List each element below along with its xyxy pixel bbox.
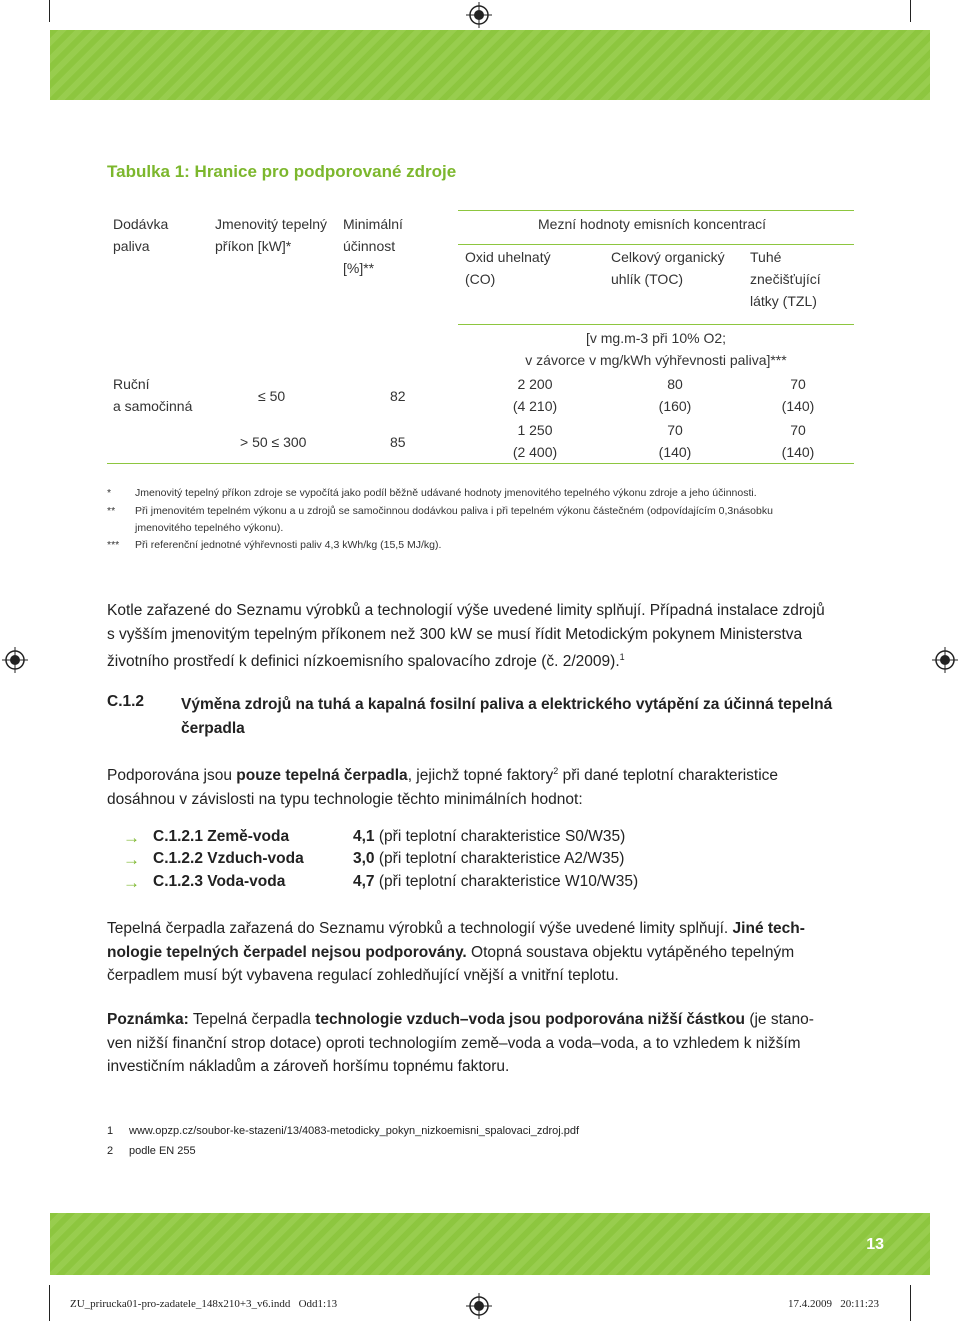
row1-efficiency: 82 (390, 388, 406, 404)
paragraph-heat-pumps-list: Tepelná čerpadla zařazená do Seznamu výrobků a technologií výše uvedené limity splňují. Jiné tech- nologie tepelných čerpadel nejsou podporovány. Otopná soustava objektu vytápěného tepelným čerpadlem musí být vybavena regulací zohledňující vnější a vnitřní teplotu. (107, 920, 805, 984)
row1-co: 2 200 (4 210) (512, 376, 558, 414)
bottom-banner (50, 1213, 930, 1275)
header-toc: Celkový organický uhlík (TOC) (611, 249, 725, 287)
row1-toc: 80 (160) (658, 376, 692, 414)
row2-toc: 70 (140) (658, 422, 692, 460)
table-rule (458, 210, 854, 211)
registration-mark-icon (2, 647, 28, 673)
table-rule (458, 244, 854, 245)
row2-efficiency: 85 (390, 434, 406, 450)
row2-power: > 50 ≤ 300 (240, 434, 307, 450)
header-efficiency: Minimální účinnost [%]** (343, 216, 403, 276)
table-title: Tabulka 1: Hranice pro podporované zdroje (107, 162, 457, 181)
crop-mark (910, 1285, 911, 1321)
section-number: C.1.2 (107, 693, 145, 710)
row1-tzl: 70 (140) (781, 376, 815, 414)
footnote-link[interactable]: www.opzp.cz/soubor-ke-stazeni/13/4083-metodicky_pokyn_nizkoemisni_spalovaci_zdroj.pdf (129, 1125, 580, 1137)
row-label: Ruční a samočinná (113, 376, 193, 414)
slug-file: ZU_prirucka01-pro-zadatele_148x210+3_v6.indd Odd1:13 (70, 1298, 338, 1310)
arrow-right-icon: → (123, 850, 140, 869)
registration-mark-icon (466, 2, 492, 28)
header-power: Jmenovitý tepelný příkon [kW]* (215, 216, 328, 254)
crop-mark (49, 1285, 50, 1321)
table-rule (458, 324, 854, 325)
paragraph-boilers: Kotle zařazené do Seznamu výrobků a technologií výše uvedené limity splňují. Případná instalace zdrojů s vyšším jmenovitým tepelným příkonem než 300 kW se musí řídit Metodickým pokynem Ministerstva životního prostředí k definici nízkoemisního spalovacího zdroje (č. 2/2009).$^1$ (107, 602, 825, 671)
header-emission-group: Mezní hodnoty emisních koncentrací (538, 216, 767, 232)
header-units: [v mg.m-3 při 10% O2; v závorce v mg/kWh výhřevnosti paliva]*** (525, 330, 787, 368)
top-banner (50, 30, 930, 100)
page-number: 13 (866, 1236, 884, 1253)
section-title: Výměna zdrojů na tuhá a kapalná fosilní paliva a elektrického vytápění za účinná tepelná čerpadla (181, 696, 833, 737)
row2-tzl: 70 (140) (781, 422, 815, 460)
registration-mark-icon (466, 1293, 492, 1319)
header-co: Oxid uhelnatý (CO) (465, 249, 551, 287)
arrow-right-icon: → (123, 828, 140, 847)
table-rule (107, 463, 854, 464)
row2-co: 1 250 (2 400) (512, 422, 558, 460)
paragraph-note: Poznámka: Tepelná čerpadla technologie vzduch–voda jsou podporována nižší částkou (je stano- ven nižší finanční strop dotace) oproti technologiím země–voda a voda–voda, a to vzhledem k nižším investičním nákladům a zároveň horšímu topnému faktoru. (107, 1011, 814, 1075)
row1-power: ≤ 50 (258, 388, 286, 404)
header-supply: Dodávka paliva (113, 216, 169, 254)
slug-date: 17.4.2009 20:11:23 (788, 1298, 879, 1310)
header-tzl: Tuhé znečišťující látky (TZL) (750, 249, 821, 309)
crop-mark (49, 0, 50, 22)
crop-mark (910, 0, 911, 22)
paragraph-heat-pumps-intro: Podporována jsou pouze tepelná čerpadla, jejichž topné faktory$^2$ při dané teplotní charakteristice dosáhnou v závislosti na typu technologie těchto minimálních hodnot: (107, 766, 779, 808)
registration-mark-icon (932, 647, 958, 673)
arrow-right-icon: → (123, 873, 140, 892)
